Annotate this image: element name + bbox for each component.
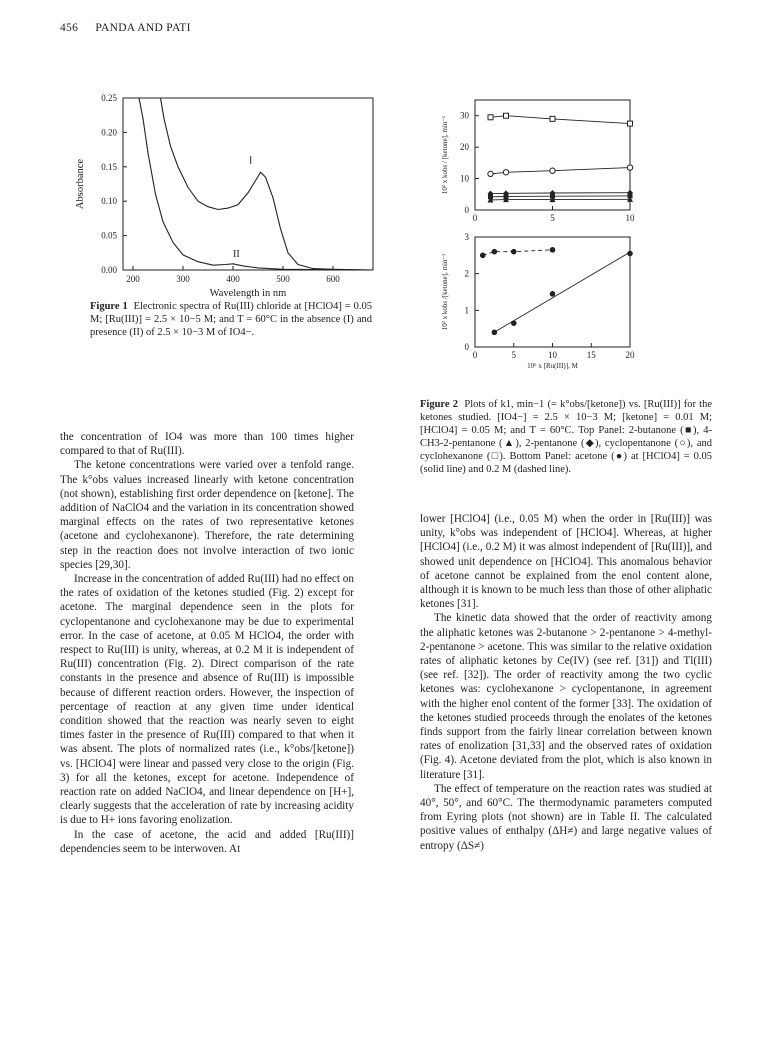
data-point <box>488 171 493 176</box>
left-paragraph: The ketone concentrations were varied over a tenfold range. The k°obs values increased linearly with ketone concentration (not shown), establishing first order dependence on [ketone]. The addition of NaClO4 and the variation in its concentration showed marginal effects on the rates of two representative ketones (acetone and cyclohexanone). Therefore, the rate determining step in the reaction does not involve interaction of two ionic species [29,30]. <box>60 459 354 571</box>
y-tick-label: 0.25 <box>101 93 117 103</box>
y-tick-label: 0.20 <box>101 127 117 138</box>
series-line <box>491 199 631 200</box>
series-line <box>491 116 631 124</box>
x-tick-label: 600 <box>326 274 340 284</box>
figure1-label: Figure 1 <box>90 301 128 312</box>
series-label: I <box>249 155 253 167</box>
figure2-chart <box>420 95 665 385</box>
y-axis-label: 10³ x kobs /[ketone], min⁻¹ <box>441 253 449 331</box>
figure2-caption <box>420 398 712 476</box>
x-tick-label: 20 <box>625 350 635 360</box>
y-axis-label: Absorbance <box>75 158 86 210</box>
x-axis-label: Wavelength in nm <box>209 288 287 299</box>
figure2-caption-text: Plots of k1, min−1 (= k°obs/[ketone]) vs. [Ru(III)] for the ketones studied. [IO4−] = 2.5 × 10−3 M; [ketone] = 0.01 M; [HClO4] = 0.05 M; and T = 60°C. Top Panel: 2-butanone (■), 4-CH3-2-pentanone (▲), 2-pentanone (◆), cyclopentanone (○), and cyclohexanone (□). Bottom Panel: acetone (●) at [HClO4] = 0.05 (solid line) and 0.2 M (dashed line). <box>420 399 712 475</box>
left-column <box>60 430 354 856</box>
data-point <box>550 291 556 297</box>
data-point <box>511 320 517 326</box>
data-point <box>480 253 486 259</box>
y-tick-label: 0.15 <box>101 161 117 172</box>
left-paragraph: In the case of acetone, the acid and added [Ru(III)] dependencies seem to be interwoven. At <box>60 828 354 855</box>
y-tick-label: 30 <box>460 110 469 121</box>
data-point <box>511 249 517 255</box>
x-tick-label: 15 <box>586 350 596 360</box>
running-title: PANDA AND PATI <box>95 22 191 34</box>
data-point <box>504 113 509 118</box>
x-tick-label: 10 <box>548 350 557 360</box>
y-tick-label: 20 <box>460 142 469 153</box>
right-column <box>420 512 712 853</box>
y-tick-label: 0 <box>464 342 469 352</box>
right-paragraph: The effect of temperature on the reaction rates was studied at 40°, 50°, and 60°C. The thermodynamic parameters computed from Eyring plots (not shown) are in Table II. The calculated positive values of enthalpy (ΔH≠) and large negative values of entropy (ΔS≠) <box>420 782 712 852</box>
series-line <box>494 252 630 332</box>
left-paragraph: Increase in the concentration of added Ru(III) had no effect on the rates of oxidation of the ketones studied (Fig. 2) except for acetone. The marginal dependence seen in the plots for cyclopentanone and cyclohexanone may be due to experimental error. In the case of acetone, at 0.05 M HClO4, the order with respect to Ru(III) is unity, whereas, at 0.2 M it is independent of Ru(III) concentration (Fig. 2). Direct comparison of the rate constants in the presence and absence of Ru(III) is impossible because of different reaction orders. However, the inspection of percentage of reaction at any given time under identical condition showed that the reaction was nearly seven to eight times faster in the presence of Ru(III) compared to that when it was absent. The plots of normalized rates (i.e., k°obs/[ketone]) vs. [HClO4] were linear and passed very close to the origin (Fig. 3) for all the ketones, except for acetone. Independence of reaction rate on added NaClO4, and linear dependence on [H+], clearly suggests that the acceleration of rate by increasing acidity is due to H+ ions favoring enolization. <box>60 573 354 827</box>
y-tick-label: 10 <box>460 173 469 184</box>
x-tick-label: 300 <box>176 274 190 284</box>
data-point <box>492 330 498 336</box>
y-tick-label: 0.00 <box>101 265 117 275</box>
y-tick-label: 0.10 <box>101 196 117 207</box>
y-tick-label: 2 <box>464 268 469 279</box>
figure1-caption <box>90 300 372 339</box>
data-point <box>628 121 633 126</box>
series-line <box>491 193 631 194</box>
x-tick-label: 10 <box>625 213 635 223</box>
series-label: II <box>233 248 240 260</box>
running-header <box>60 22 191 34</box>
x-tick-label: 500 <box>276 274 290 284</box>
right-paragraph: The kinetic data showed that the order of reactivity among the aliphatic ketones was 2-butanone > 2-pentanone > 4-methyl-2-pentanone > acetone. This was similar to the relative oxidation rates of aliphatic ketones by Ce(IV) (see ref. [31]) and Tl(III) (see ref. [32]). The order of reactivity among the two cyclic ketones was: cyclohexanone > cyclopentanone, in agreement with the higher enol content of the former [33]. The oxidation of the ketones studied proceeds through the enolates of the ketones finds support from the fairly linear correlation between known rates of enolization [31,33] and the observed rates of oxidation (Fig. 4). Acetone deviated from the plot, which is also known in literature [31]. <box>420 612 712 781</box>
data-point <box>550 116 555 121</box>
plot-frame <box>123 98 373 270</box>
data-point <box>492 249 498 255</box>
left-paragraph: the concentration of IO4 was more than 100 times higher compared to that of Ru(III). <box>60 431 354 458</box>
x-tick-label: 0 <box>472 350 478 360</box>
data-point <box>488 115 493 120</box>
x-tick-label: 5 <box>511 350 516 360</box>
x-axis-label: 10⁶ x [Ru(III)], M <box>527 362 578 370</box>
x-tick-label: 200 <box>126 274 140 284</box>
y-tick-label: 3 <box>464 232 469 242</box>
data-point <box>503 170 508 175</box>
data-point <box>550 247 556 253</box>
figure2-label: Figure 2 <box>420 399 458 410</box>
x-tick-label: 0 <box>472 213 478 223</box>
series-line-I <box>161 98 374 270</box>
right-paragraph: lower [HClO4] (i.e., 0.05 M) when the order in [Ru(III)] was unity, k°obs was independent of [HClO4]. Whereas, at higher [HClO4] (i.e., 0.2 M) it was almost independent of [Ru(III)], and showed unit dependence on [HClO4]. This anomalous behavior of acetone cannot be explained from the enol content alone, although it is known to be much less than those of other aliphatic ketones [31]. <box>420 513 712 611</box>
series-line <box>491 168 631 174</box>
data-point <box>550 168 555 173</box>
figure1-chart <box>48 90 378 300</box>
series-line-II <box>139 98 373 270</box>
y-tick-label: 0 <box>464 205 469 215</box>
figure1-caption-text: Electronic spectra of Ru(III) chloride at [HClO4] = 0.05 M; [Ru(III)] = 2.5 × 10−5 M; and T = 60°C in the absence (I) and presence (II) of 2.5 × 10−3 M of IO4−. <box>90 301 372 338</box>
x-tick-label: 5 <box>550 213 555 223</box>
y-axis-label: 10³ x kobs / [ketone], min⁻¹ <box>441 115 449 195</box>
y-tick-label: 0.05 <box>101 230 117 241</box>
page-number: 456 <box>60 22 79 34</box>
x-tick-label: 400 <box>226 274 240 284</box>
series-line <box>491 196 631 197</box>
data-point <box>627 165 632 170</box>
y-tick-label: 1 <box>464 305 469 316</box>
data-point <box>627 251 633 257</box>
